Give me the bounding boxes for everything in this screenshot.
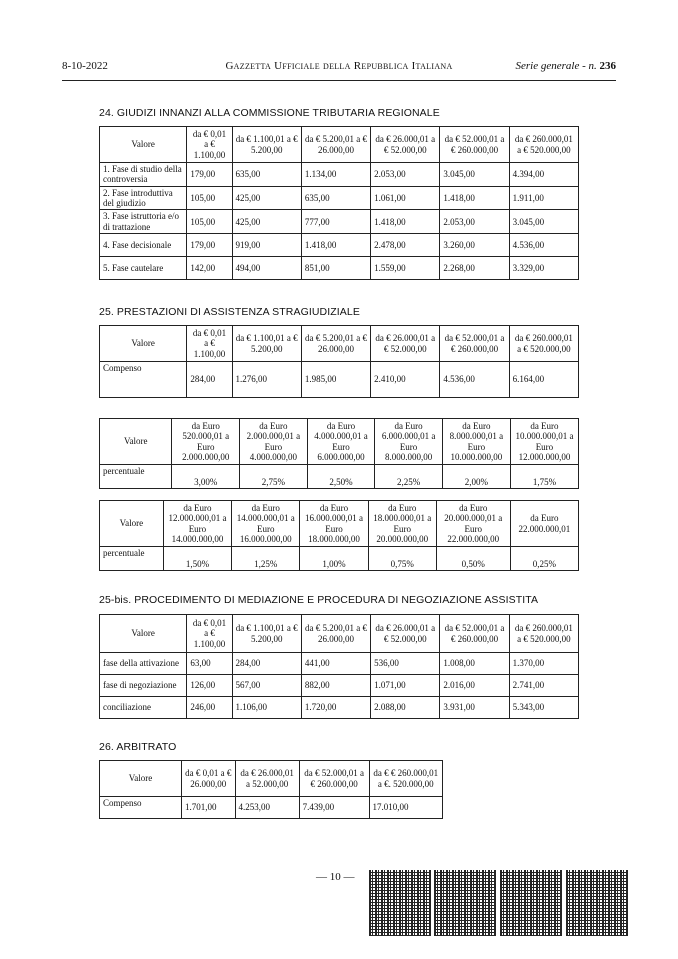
- table-25-percent-2: [99, 500, 579, 571]
- cell-value: 3.045,00: [509, 210, 578, 234]
- column-header: da € 26.000,01 a € 52.000,00: [371, 127, 440, 163]
- header-date: 8-10-2022: [62, 60, 108, 72]
- cell-value: 567,00: [232, 675, 301, 697]
- column-header: da € 52.000,01 a € 260.000,00: [440, 326, 509, 362]
- column-header: da € 1.100,01 a € 5.200,00: [232, 615, 301, 653]
- column-header: da Euro 14.000.000,01 a Euro 16.000.000,00: [232, 501, 300, 547]
- cell-value: 142,00: [187, 257, 232, 280]
- cell-value: 919,00: [232, 234, 301, 257]
- cell-value: 2,75%: [240, 465, 308, 489]
- cell-value: 2.478,00: [371, 234, 440, 257]
- cell-value: 17.010,00: [369, 797, 442, 819]
- cell-value: 63,00: [187, 653, 232, 675]
- cell-value: 2.268,00: [440, 257, 509, 280]
- page-number: — 10 —: [316, 871, 355, 883]
- column-header: da € 1.100,01 a € 5.200,00: [232, 127, 301, 163]
- table-row: [100, 362, 579, 398]
- table-row: [100, 257, 579, 280]
- cell-value: 7.439,00: [299, 797, 369, 819]
- table-row: [100, 186, 579, 210]
- cell-value: 1.418,00: [440, 186, 509, 210]
- column-header: da € 260.000,01 a € 520.000,00: [509, 615, 578, 653]
- table-row: [100, 210, 579, 234]
- cell-value: 126,00: [187, 675, 232, 697]
- cell-value: 3.931,00: [440, 697, 509, 719]
- cell-value: 1,00%: [300, 547, 368, 571]
- column-header: da € 0,01 a € 1.100,00: [187, 127, 232, 163]
- row-label: Compenso: [100, 362, 187, 398]
- cell-value: 105,00: [187, 210, 232, 234]
- column-header: da € 5.200,01 a € 26.000,00: [301, 326, 370, 362]
- column-header-valore: Valore: [100, 127, 187, 163]
- table-24: [99, 126, 579, 280]
- column-header: da € 260.000,01 a € 520.000,00: [509, 326, 578, 362]
- column-header: da € 26.000,01 a € 52.000,00: [371, 326, 440, 362]
- table-row: [100, 163, 579, 187]
- cell-value: 1.071,00: [371, 675, 440, 697]
- table-row: [100, 797, 443, 819]
- table-25: [99, 325, 579, 398]
- column-header-valore: Valore: [100, 419, 172, 465]
- column-header: da Euro 6.000.000,01 a Euro 8.000.000,00: [375, 419, 443, 465]
- cell-value: 3,00%: [172, 465, 240, 489]
- column-header: da € 5.200,01 a € 26.000,00: [301, 615, 370, 653]
- cell-value: 2.410,00: [371, 362, 440, 398]
- column-header: da Euro 20.000.000,01 a Euro 22.000.000,00: [436, 501, 510, 547]
- cell-value: 5.343,00: [509, 697, 578, 719]
- column-header: da € 0,01 a € 1.100,00: [187, 615, 232, 653]
- cell-value: 425,00: [232, 210, 301, 234]
- cell-value: 1.008,00: [440, 653, 509, 675]
- table-25-percent-1: [99, 418, 579, 489]
- row-label: 3. Fase istruttoria e/o di trattazione: [100, 210, 187, 234]
- cell-value: 635,00: [301, 186, 370, 210]
- cell-value: 284,00: [187, 362, 232, 398]
- qr-code: [500, 870, 562, 936]
- cell-value: 2,50%: [307, 465, 375, 489]
- cell-value: 4.536,00: [509, 234, 578, 257]
- qr-code: [434, 870, 496, 936]
- cell-value: 2,25%: [375, 465, 443, 489]
- cell-value: 4.536,00: [440, 362, 509, 398]
- cell-value: 1.701,00: [181, 797, 235, 819]
- column-header-valore: Valore: [100, 615, 187, 653]
- section-25-title: 25. PRESTAZIONI DI ASSISTENZA STRAGIUDIZIALE: [99, 306, 360, 318]
- table-row: [100, 675, 579, 697]
- cell-value: 3.045,00: [440, 163, 509, 187]
- column-header: da Euro 22.000.000,01: [510, 501, 578, 547]
- cell-value: 1.985,00: [301, 362, 370, 398]
- table-row: [100, 653, 579, 675]
- row-label: 4. Fase decisionale: [100, 234, 187, 257]
- cell-value: 1.061,00: [371, 186, 440, 210]
- cell-value: 4.394,00: [509, 163, 578, 187]
- row-label: Compenso: [100, 797, 182, 819]
- cell-value: 2.053,00: [371, 163, 440, 187]
- section-24-title: 24. GIUDIZI INNANZI ALLA COMMISSIONE TRIBUTARIA REGIONALE: [99, 107, 440, 119]
- cell-value: 777,00: [301, 210, 370, 234]
- header-title: Gazzetta Ufficiale della Repubblica Italiana: [225, 60, 453, 72]
- qr-code: [369, 870, 431, 936]
- row-label: fase di negoziazione: [100, 675, 187, 697]
- header-series: Serie generale - n. 236: [515, 60, 616, 72]
- column-header: da Euro 18.000.000,01 a Euro 20.000.000,00: [368, 501, 436, 547]
- row-label: conciliazione: [100, 697, 187, 719]
- cell-value: 179,00: [187, 163, 232, 187]
- column-header: da € 52.000,01 a € 260.000,00: [440, 127, 509, 163]
- table-row: [100, 465, 579, 489]
- page-header: [62, 60, 616, 78]
- cell-value: 2.016,00: [440, 675, 509, 697]
- cell-value: 3.329,00: [509, 257, 578, 280]
- table-row: [100, 697, 579, 719]
- row-label: percentuale: [100, 465, 172, 489]
- column-header: da Euro 10.000.000,01 a Euro 12.000.000,00: [510, 419, 578, 465]
- cell-value: 1.559,00: [371, 257, 440, 280]
- row-label: fase della attivazione: [100, 653, 187, 675]
- cell-value: 851,00: [301, 257, 370, 280]
- qr-code: [566, 870, 628, 936]
- column-header: da Euro 16.000.000,01 a Euro 18.000.000,00: [300, 501, 368, 547]
- cell-value: 2.741,00: [509, 675, 578, 697]
- cell-value: 1,50%: [163, 547, 231, 571]
- column-header: da € 260.000,01 a € 520.000,00: [509, 127, 578, 163]
- column-header: da Euro 4.000.000,01 a Euro 6.000.000,00: [307, 419, 375, 465]
- row-label: 5. Fase cautelare: [100, 257, 187, 280]
- row-label: percentuale: [100, 547, 164, 571]
- cell-value: 425,00: [232, 186, 301, 210]
- cell-value: 536,00: [371, 653, 440, 675]
- cell-value: 105,00: [187, 186, 232, 210]
- cell-value: 882,00: [301, 675, 370, 697]
- section-26-title: 26. ARBITRATO: [99, 741, 177, 753]
- column-header-valore: Valore: [100, 326, 187, 362]
- cell-value: 1.418,00: [371, 210, 440, 234]
- row-label: 1. Fase di studio della controversia: [100, 163, 187, 187]
- cell-value: 494,00: [232, 257, 301, 280]
- table-row: [100, 234, 579, 257]
- cell-value: 0,50%: [436, 547, 510, 571]
- column-header: da Euro 8.000.000,01 a Euro 10.000.000,00: [442, 419, 510, 465]
- cell-value: 3.260,00: [440, 234, 509, 257]
- cell-value: 1.911,00: [509, 186, 578, 210]
- table-26: [99, 760, 443, 819]
- cell-value: 0,75%: [368, 547, 436, 571]
- cell-value: 1.276,00: [232, 362, 301, 398]
- column-header-valore: Valore: [100, 501, 164, 547]
- column-header: da € € 260.000,01 a €. 520.000,00: [369, 761, 442, 797]
- cell-value: 441,00: [301, 653, 370, 675]
- column-header: da Euro 12.000.000,01 a Euro 14.000.000,00: [163, 501, 231, 547]
- column-header: da € 5.200,01 a € 26.000,00: [301, 127, 370, 163]
- column-header: da Euro 520.000,01 a Euro 2.000.000,00: [172, 419, 240, 465]
- cell-value: 6.164,00: [509, 362, 578, 398]
- row-label: 2. Fase introduttiva del giudizio: [100, 186, 187, 210]
- cell-value: 4.253,00: [235, 797, 299, 819]
- table-25bis: [99, 614, 579, 719]
- column-header: da € 52.000,01 a € 260.000,00: [440, 615, 509, 653]
- header-rule: [62, 80, 616, 81]
- cell-value: 0,25%: [510, 547, 578, 571]
- column-header: da € 26.000,01 a € 52.000,00: [371, 615, 440, 653]
- cell-value: 1,75%: [510, 465, 578, 489]
- cell-value: 1.134,00: [301, 163, 370, 187]
- cell-value: 246,00: [187, 697, 232, 719]
- cell-value: 2.088,00: [371, 697, 440, 719]
- cell-value: 2,00%: [442, 465, 510, 489]
- column-header: da € 1.100,01 a € 5.200,00: [232, 326, 301, 362]
- cell-value: 635,00: [232, 163, 301, 187]
- cell-value: 1.720,00: [301, 697, 370, 719]
- cell-value: 1.106,00: [232, 697, 301, 719]
- cell-value: 179,00: [187, 234, 232, 257]
- cell-value: 1,25%: [232, 547, 300, 571]
- cell-value: 1.418,00: [301, 234, 370, 257]
- section-25bis-title: 25-bis. PROCEDIMENTO DI MEDIAZIONE E PROCEDURA DI NEGOZIAZIONE ASSISTITA: [99, 594, 539, 606]
- cell-value: 284,00: [232, 653, 301, 675]
- cell-value: 1.370,00: [509, 653, 578, 675]
- table-row: [100, 547, 579, 571]
- column-header: da € 26.000,01 a 52.000,00: [235, 761, 299, 797]
- column-header: da Euro 2.000.000,01 a Euro 4.000.000,00: [240, 419, 308, 465]
- column-header-valore: Valore: [100, 761, 182, 797]
- column-header: da € 0,01 a € 26.000,00: [181, 761, 235, 797]
- column-header: da € 52.000,01 a € 260.000,00: [299, 761, 369, 797]
- column-header: da € 0,01 a € 1.100,00: [187, 326, 232, 362]
- cell-value: 2.053,00: [440, 210, 509, 234]
